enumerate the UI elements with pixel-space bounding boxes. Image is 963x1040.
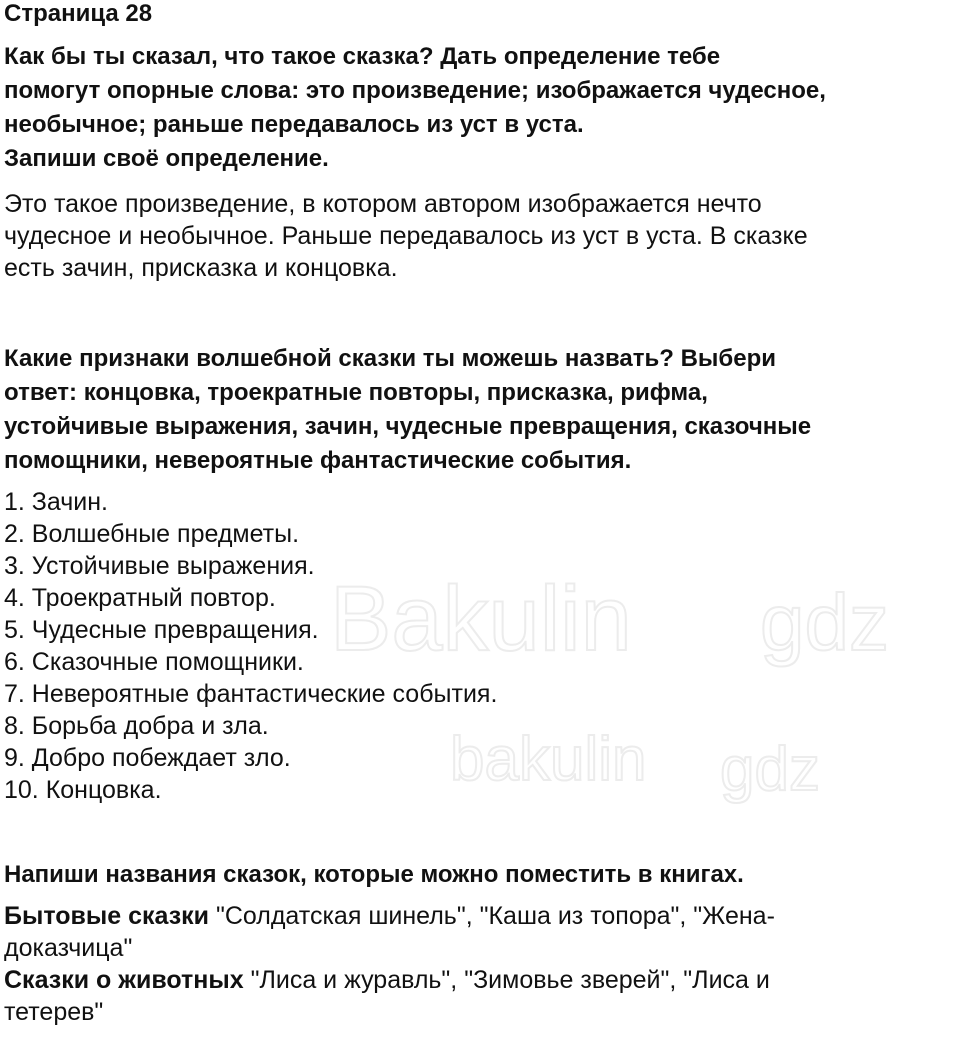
entry-text: "Лиса и журавль", "Зимовье зверей", "Лиса и — [243, 966, 770, 994]
answer-line: Это такое произведение, в котором автором изображается нечто — [4, 190, 762, 218]
list-item: 1. Зачин. — [4, 488, 108, 516]
watermark-brand-small: bakulin — [450, 725, 647, 794]
entry-household-tales — [4, 900, 959, 932]
list-item: 3. Устойчивые выражения. — [4, 552, 315, 580]
question-line: Запиши своё определение. — [4, 145, 329, 172]
entry-animal-tales — [4, 964, 959, 996]
list-item: 7. Невероятные фантастические события. — [4, 680, 498, 708]
list-item: 2. Волшебные предметы. — [4, 520, 300, 548]
answer-line: чудесное и необычное. Раньше передавалось из уст в уста. В сказке — [4, 222, 808, 250]
question-line: помогут опорные слова: это произведение; изображается чудесное, — [4, 77, 826, 104]
question-line: ответ: концовка, троекратные повторы, присказка, рифма, — [4, 379, 708, 406]
entry-text: "Солдатская шинель", "Каша из топора", "Жена- — [209, 902, 775, 930]
watermark-gdz-large: gdz — [760, 578, 889, 667]
question-line: Как бы ты сказал, что такое сказка? Дать определение тебе — [4, 43, 721, 70]
question-line: устойчивые выражения, зачин, чудесные превращения, сказочные — [4, 413, 812, 440]
question-line: Какие признаки волшебной сказки ты можешь назвать? Выбери — [4, 345, 777, 372]
answer-line: есть зачин, присказка и концовка. — [4, 254, 398, 282]
question-line: Напиши названия сказок, которые можно поместить в книгах. — [4, 861, 744, 888]
entry-text-continued: доказчица" — [4, 934, 133, 962]
question-line: помощники, невероятные фантастические события. — [4, 447, 632, 474]
list-item: 8. Борьба добра и зла. — [4, 712, 269, 740]
entry-text-continued: тетерев" — [4, 998, 104, 1026]
list-item: 6. Сказочные помощники. — [4, 648, 304, 676]
section-fairy-tale-definition — [4, 40, 959, 284]
signs-list — [4, 486, 959, 806]
list-item: 5. Чудесные превращения. — [4, 616, 319, 644]
list-item: 9. Добро побеждает зло. — [4, 744, 291, 772]
entry-label: Бытовые сказки — [4, 902, 210, 930]
section-tale-names — [4, 858, 959, 1028]
list-item: 4. Троекратный повтор. — [4, 584, 276, 612]
question-line: необычное; раньше передавалось из уст в уста. — [4, 111, 584, 138]
entry-label: Сказки о животных — [4, 966, 244, 994]
watermark-gdz-small: gdz — [720, 735, 820, 804]
page-title: Страница 28 — [4, 0, 153, 27]
list-item: 10. Концовка. — [4, 776, 162, 804]
section-magic-tale-signs — [4, 342, 959, 806]
watermark-brand-large: Bakulin — [330, 568, 632, 670]
